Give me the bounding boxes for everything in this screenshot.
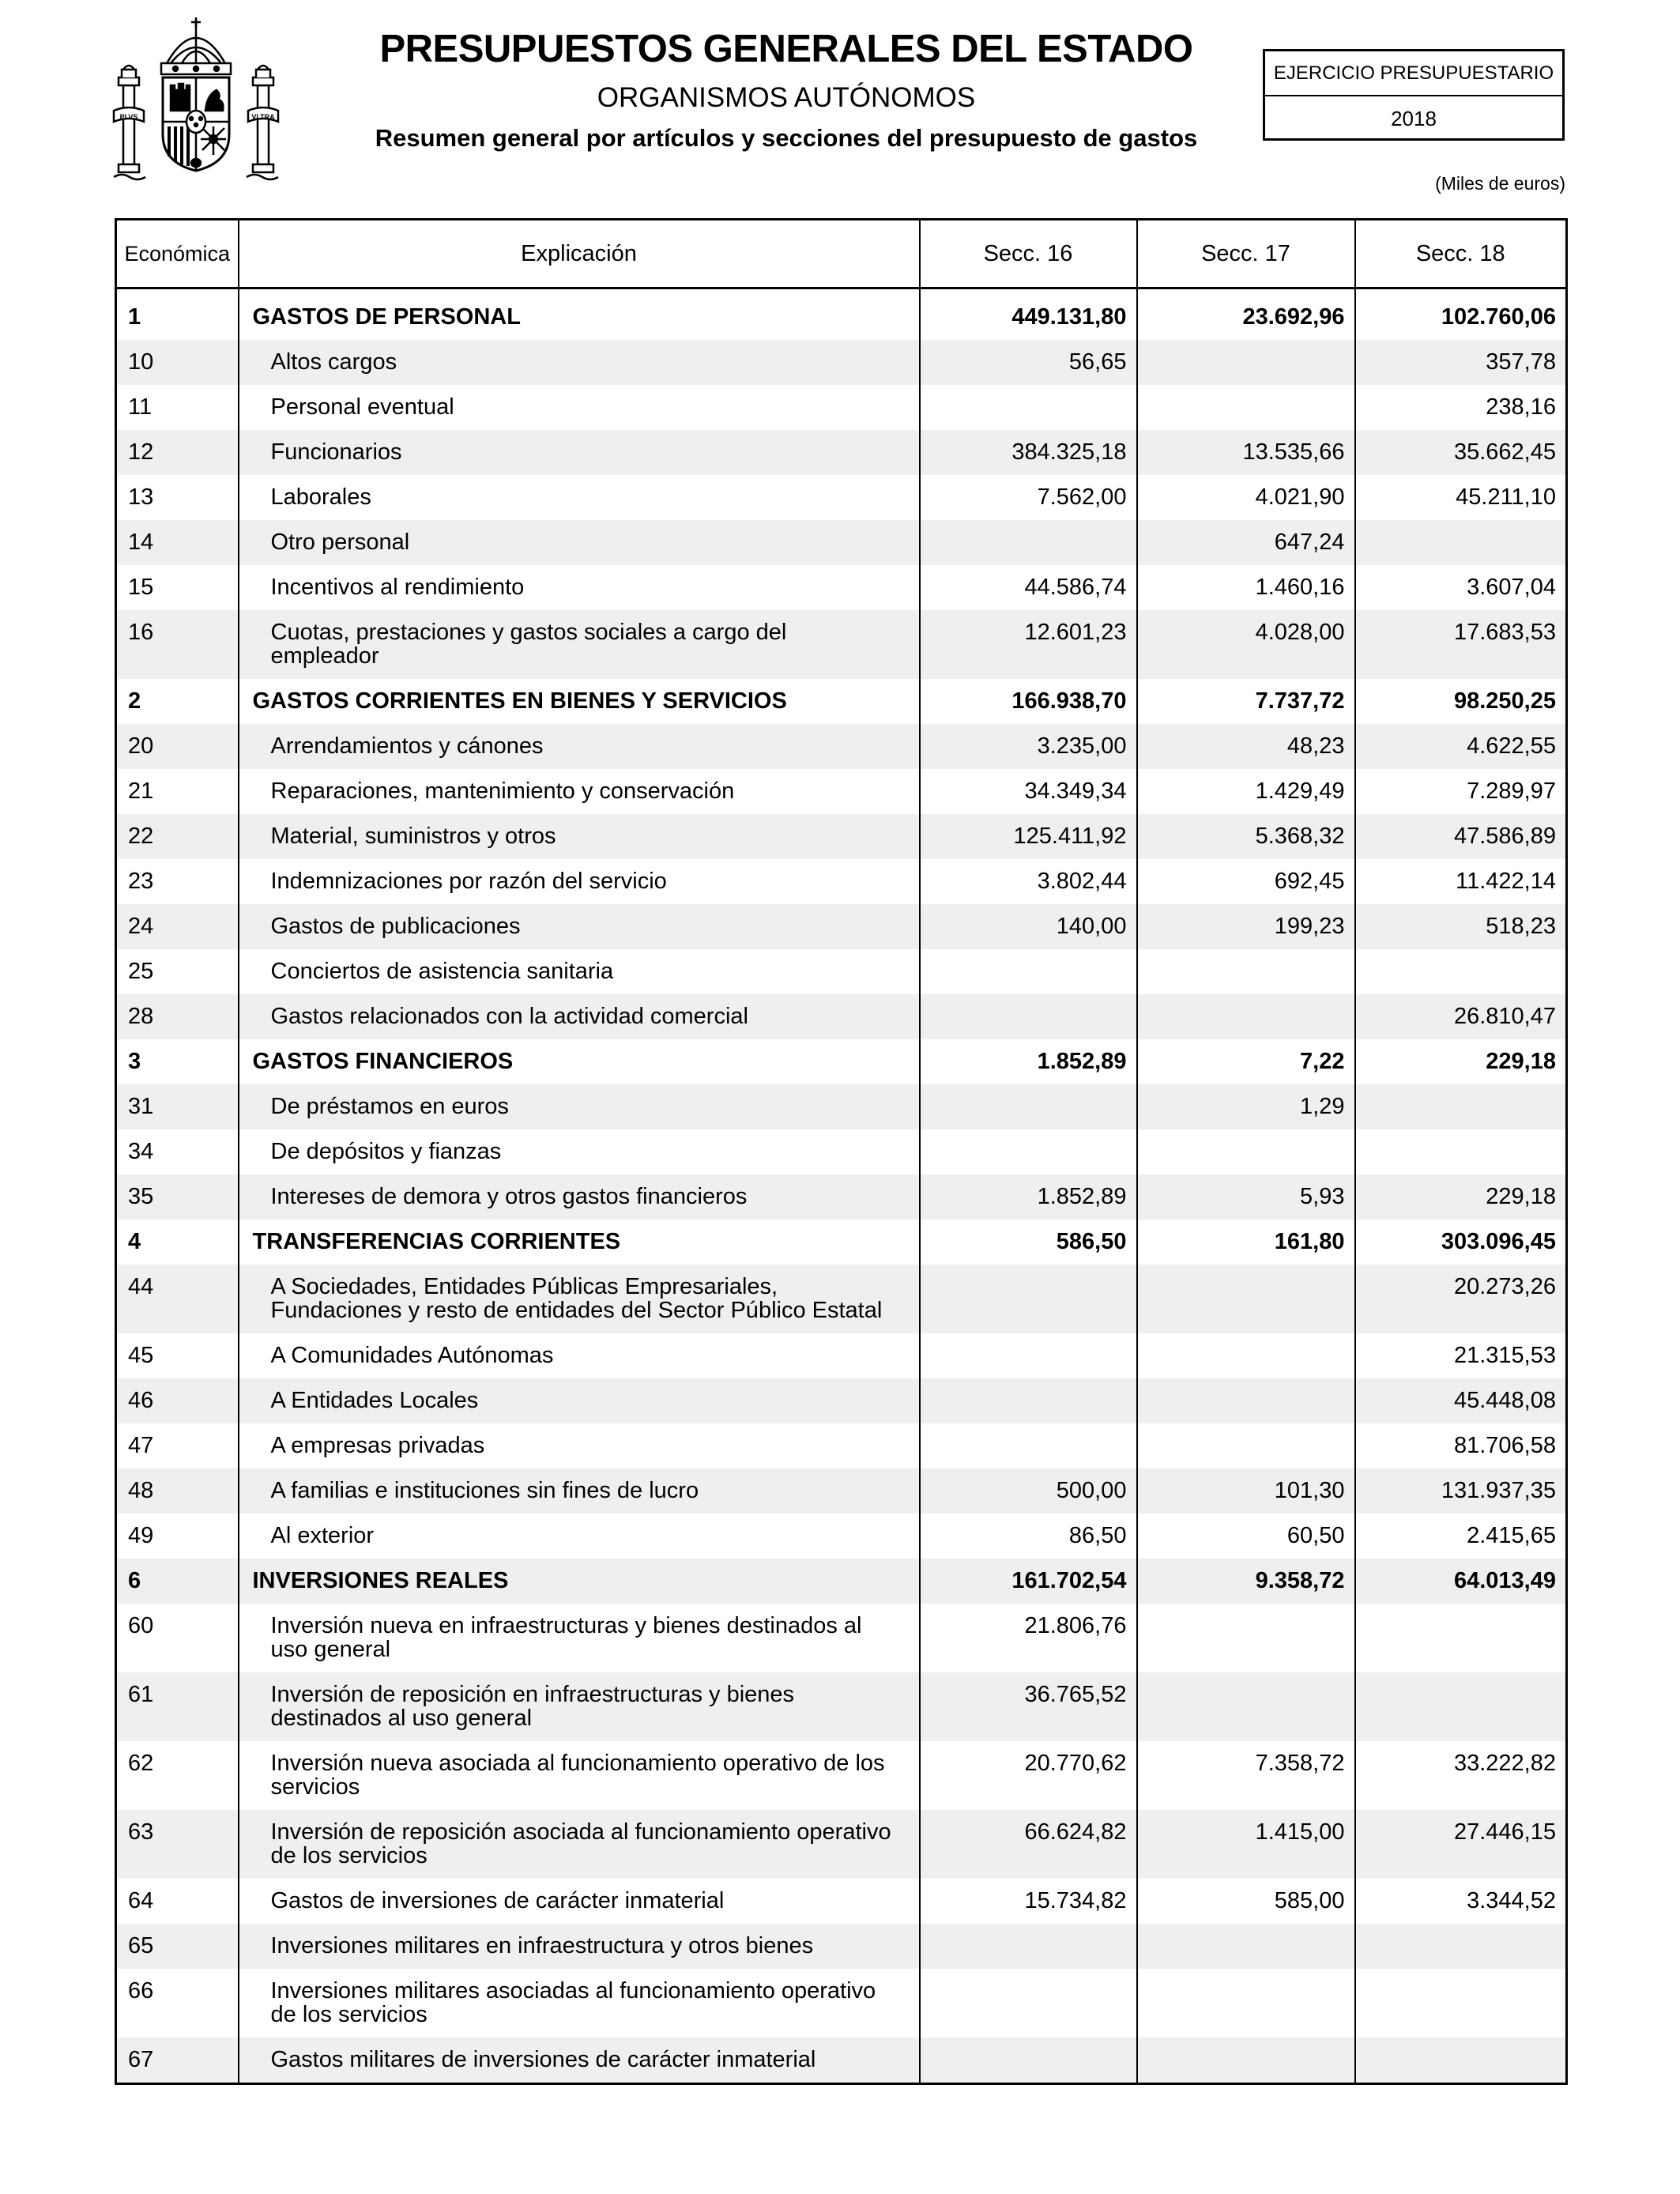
secc-18-cell (1355, 1129, 1567, 1174)
secc-18-cell: 131.937,35 (1355, 1468, 1567, 1514)
secc-17-cell (1137, 1378, 1355, 1423)
secc-18-cell: 27.446,15 (1355, 1810, 1567, 1879)
table-header-row (116, 220, 1567, 288)
table-row (116, 1672, 1567, 1741)
secc-18-cell (1355, 949, 1567, 994)
secc-17-cell: 199,23 (1137, 904, 1355, 949)
secc-17-cell: 9.358,72 (1137, 1559, 1355, 1604)
economic-code-cell: 28 (116, 994, 239, 1039)
secc-16-cell: 125.411,92 (920, 814, 1137, 859)
secc-17-cell (1137, 1604, 1355, 1672)
secc-17-cell: 4.021,90 (1137, 475, 1355, 520)
secc-16-cell: 34.349,34 (920, 769, 1137, 814)
description-cell: A empresas privadas (239, 1423, 920, 1468)
description-cell: Personal eventual (239, 385, 920, 430)
economic-code-cell: 44 (116, 1265, 239, 1333)
secc-17-cell: 48,23 (1137, 724, 1355, 769)
secc-18-cell: 238,16 (1355, 385, 1567, 430)
secc-18-cell: 98.250,25 (1355, 679, 1567, 724)
table-row (116, 1468, 1567, 1514)
description-cell: Arrendamientos y cánones (239, 724, 920, 769)
secc-17-cell: 1.415,00 (1137, 1810, 1355, 1879)
table-row (116, 1741, 1567, 1810)
secc-18-cell (1355, 1672, 1567, 1741)
economic-code-cell: 3 (116, 1039, 239, 1084)
secc-18-cell: 35.662,45 (1355, 430, 1567, 475)
table-row (116, 859, 1567, 904)
exercise-box (1263, 49, 1565, 141)
column-header-secc-18: Secc. 18 (1355, 220, 1567, 288)
economic-code-cell: 46 (116, 1378, 239, 1423)
economic-code-cell: 21 (116, 769, 239, 814)
secc-17-cell (1137, 1423, 1355, 1468)
description-cell: GASTOS CORRIENTES EN BIENES Y SERVICIOS (239, 679, 920, 724)
economic-code-cell: 12 (116, 430, 239, 475)
description-cell: Indemnizaciones por razón del servicio (239, 859, 920, 904)
economic-code-cell: 47 (116, 1423, 239, 1468)
economic-code-cell: 49 (116, 1514, 239, 1559)
table-row (116, 724, 1567, 769)
description-cell: Inversiones militares asociadas al funcionamiento operativo de los servicios (239, 1969, 920, 2038)
secc-17-cell: 1.460,16 (1137, 565, 1355, 610)
secc-18-cell: 518,23 (1355, 904, 1567, 949)
economic-code-cell: 48 (116, 1468, 239, 1514)
page-subtitle: ORGANISMOS AUTÓNOMOS (597, 82, 976, 113)
chapter-row (116, 1039, 1567, 1084)
secc-18-cell: 2.415,65 (1355, 1514, 1567, 1559)
secc-16-cell: 586,50 (920, 1220, 1137, 1265)
secc-18-cell: 3.607,04 (1355, 565, 1567, 610)
table-row (116, 949, 1567, 994)
column-header-secc-17: Secc. 17 (1137, 220, 1355, 288)
budget-table-body (116, 288, 1567, 2084)
secc-16-cell: 44.586,74 (920, 565, 1137, 610)
chapter-row (116, 679, 1567, 724)
secc-16-cell: 449.131,80 (920, 288, 1137, 341)
description-cell: Inversiones militares en infraestructura y otros bienes (239, 1924, 920, 1969)
description-cell: Otro personal (239, 520, 920, 565)
table-row (116, 904, 1567, 949)
economic-code-cell: 11 (116, 385, 239, 430)
description-cell: A familias e instituciones sin fines de lucro (239, 1468, 920, 1514)
table-row (116, 1879, 1567, 1924)
secc-16-cell: 56,65 (920, 340, 1137, 385)
secc-18-cell: 45.448,08 (1355, 1378, 1567, 1423)
secc-18-cell: 26.810,47 (1355, 994, 1567, 1039)
secc-17-cell: 692,45 (1137, 859, 1355, 904)
table-row (116, 1969, 1567, 2038)
secc-16-cell (920, 1265, 1137, 1333)
economic-code-cell: 63 (116, 1810, 239, 1879)
description-cell: Gastos relacionados con la actividad comercial (239, 994, 920, 1039)
secc-17-cell: 647,24 (1137, 520, 1355, 565)
secc-17-cell: 60,50 (1137, 1514, 1355, 1559)
secc-17-cell (1137, 949, 1355, 994)
secc-18-cell: 229,18 (1355, 1174, 1567, 1220)
economic-code-cell: 60 (116, 1604, 239, 1672)
description-cell: Reparaciones, mantenimiento y conservación (239, 769, 920, 814)
table-row (116, 1174, 1567, 1220)
secc-16-cell: 36.765,52 (920, 1672, 1137, 1741)
table-row (116, 1084, 1567, 1129)
description-cell: A Sociedades, Entidades Públicas Empresariales, Fundaciones y resto de entidades del Sector Público Estatal (239, 1265, 920, 1333)
secc-16-cell: 166.938,70 (920, 679, 1137, 724)
description-cell: Intereses de demora y otros gastos financieros (239, 1174, 920, 1220)
economic-code-cell: 4 (116, 1220, 239, 1265)
economic-code-cell: 16 (116, 610, 239, 679)
secc-18-cell (1355, 1604, 1567, 1672)
description-cell: GASTOS FINANCIEROS (239, 1039, 920, 1084)
description-cell: Conciertos de asistencia sanitaria (239, 949, 920, 994)
secc-17-cell (1137, 1333, 1355, 1378)
secc-18-cell (1355, 1084, 1567, 1129)
economic-code-cell: 6 (116, 1559, 239, 1604)
page-description: Resumen general por artículos y secciones del presupuesto de gastos (375, 124, 1198, 152)
secc-17-cell (1137, 994, 1355, 1039)
table-row (116, 610, 1567, 679)
economic-code-cell: 10 (116, 340, 239, 385)
economic-code-cell: 65 (116, 1924, 239, 1969)
secc-17-cell: 7,22 (1137, 1039, 1355, 1084)
secc-16-cell: 20.770,62 (920, 1741, 1137, 1810)
units-note: (Miles de euros) (1435, 173, 1565, 194)
description-cell: Funcionarios (239, 430, 920, 475)
secc-17-cell: 4.028,00 (1137, 610, 1355, 679)
economic-code-cell: 25 (116, 949, 239, 994)
secc-16-cell (920, 994, 1137, 1039)
spain-coat-of-arms-icon (112, 16, 280, 182)
secc-17-cell: 7.737,72 (1137, 679, 1355, 724)
description-cell: TRANSFERENCIAS CORRIENTES (239, 1220, 920, 1265)
economic-code-cell: 35 (116, 1174, 239, 1220)
secc-16-cell: 1.852,89 (920, 1174, 1137, 1220)
description-cell: Inversión nueva en infraestructuras y bienes destinados al uso general (239, 1604, 920, 1672)
economic-code-cell: 31 (116, 1084, 239, 1129)
secc-18-cell: 21.315,53 (1355, 1333, 1567, 1378)
description-cell: Al exterior (239, 1514, 920, 1559)
table-row (116, 994, 1567, 1039)
description-cell: GASTOS DE PERSONAL (239, 288, 920, 341)
secc-17-cell (1137, 1672, 1355, 1741)
description-cell: Inversión de reposición en infraestructuras y bienes destinados al uso general (239, 1672, 920, 1741)
secc-16-cell: 161.702,54 (920, 1559, 1137, 1604)
secc-17-cell: 585,00 (1137, 1879, 1355, 1924)
secc-16-cell (920, 385, 1137, 430)
economic-code-cell: 24 (116, 904, 239, 949)
table-row (116, 1423, 1567, 1468)
economic-code-cell: 15 (116, 565, 239, 610)
secc-18-cell: 20.273,26 (1355, 1265, 1567, 1333)
table-row (116, 814, 1567, 859)
secc-16-cell: 66.624,82 (920, 1810, 1137, 1879)
table-row (116, 1514, 1567, 1559)
description-cell: Material, suministros y otros (239, 814, 920, 859)
description-cell: Gastos de inversiones de carácter inmaterial (239, 1879, 920, 1924)
table-row (116, 1378, 1567, 1423)
description-cell: Incentivos al rendimiento (239, 565, 920, 610)
secc-18-cell: 33.222,82 (1355, 1741, 1567, 1810)
description-cell: Gastos militares de inversiones de carácter inmaterial (239, 2038, 920, 2084)
secc-17-cell (1137, 1129, 1355, 1174)
table-row (116, 385, 1567, 430)
secc-18-cell: 357,78 (1355, 340, 1567, 385)
secc-18-cell: 45.211,10 (1355, 475, 1567, 520)
description-cell: Inversión nueva asociada al funcionamiento operativo de los servicios (239, 1741, 920, 1810)
secc-17-cell (1137, 385, 1355, 430)
secc-18-cell: 17.683,53 (1355, 610, 1567, 679)
description-cell: De préstamos en euros (239, 1084, 920, 1129)
secc-18-cell: 4.622,55 (1355, 724, 1567, 769)
table-row (116, 1333, 1567, 1378)
description-cell: Inversión de reposición asociada al funcionamiento operativo de los servicios (239, 1810, 920, 1879)
chapter-row (116, 288, 1567, 341)
secc-17-cell (1137, 1924, 1355, 1969)
secc-16-cell: 15.734,82 (920, 1879, 1137, 1924)
secc-17-cell: 161,80 (1137, 1220, 1355, 1265)
secc-17-cell: 5.368,32 (1137, 814, 1355, 859)
exercise-year: 2018 (1391, 106, 1437, 130)
page-title: PRESUPUESTOS GENERALES DEL ESTADO (379, 28, 1193, 70)
secc-18-cell: 47.586,89 (1355, 814, 1567, 859)
economic-code-cell: 67 (116, 2038, 239, 2084)
table-row (116, 520, 1567, 565)
emblem-motto-right: VLTRA (251, 113, 275, 121)
column-header-secc-16: Secc. 16 (920, 220, 1137, 288)
secc-16-cell: 1.852,89 (920, 1039, 1137, 1084)
table-row (116, 1129, 1567, 1174)
secc-18-cell: 303.096,45 (1355, 1220, 1567, 1265)
emblem-motto-left: PLVS (119, 113, 138, 121)
description-cell: Cuotas, prestaciones y gastos sociales a cargo del empleador (239, 610, 920, 679)
secc-16-cell (920, 1924, 1137, 1969)
economic-code-cell: 61 (116, 1672, 239, 1741)
economic-code-cell: 20 (116, 724, 239, 769)
table-row (116, 565, 1567, 610)
secc-17-cell: 23.692,96 (1137, 288, 1355, 341)
secc-18-cell (1355, 520, 1567, 565)
secc-16-cell: 7.562,00 (920, 475, 1137, 520)
secc-17-cell (1137, 2038, 1355, 2084)
economic-code-cell: 22 (116, 814, 239, 859)
chapter-row (116, 1559, 1567, 1604)
secc-16-cell (920, 1969, 1137, 2038)
description-cell: A Comunidades Autónomas (239, 1333, 920, 1378)
secc-16-cell: 3.802,44 (920, 859, 1137, 904)
description-cell: Laborales (239, 475, 920, 520)
secc-16-cell (920, 949, 1137, 994)
economic-code-cell: 45 (116, 1333, 239, 1378)
secc-17-cell (1137, 1265, 1355, 1333)
secc-18-cell: 229,18 (1355, 1039, 1567, 1084)
secc-16-cell (920, 1084, 1137, 1129)
secc-17-cell: 13.535,66 (1137, 430, 1355, 475)
exercise-label: EJERCICIO PRESUPUESTARIO (1265, 51, 1562, 96)
secc-18-cell: 64.013,49 (1355, 1559, 1567, 1604)
secc-16-cell: 86,50 (920, 1514, 1137, 1559)
economic-code-cell: 1 (116, 288, 239, 341)
table-row (116, 340, 1567, 385)
economic-code-cell: 34 (116, 1129, 239, 1174)
economic-code-cell: 64 (116, 1879, 239, 1924)
secc-16-cell: 384.325,18 (920, 430, 1137, 475)
secc-17-cell: 5,93 (1137, 1174, 1355, 1220)
secc-18-cell: 11.422,14 (1355, 859, 1567, 904)
secc-18-cell: 81.706,58 (1355, 1423, 1567, 1468)
table-row (116, 1604, 1567, 1672)
secc-17-cell: 1.429,49 (1137, 769, 1355, 814)
economic-code-cell: 23 (116, 859, 239, 904)
description-cell: INVERSIONES REALES (239, 1559, 920, 1604)
table-row (116, 2038, 1567, 2084)
table-row (116, 1924, 1567, 1969)
secc-18-cell: 3.344,52 (1355, 1879, 1567, 1924)
description-cell: Gastos de publicaciones (239, 904, 920, 949)
secc-18-cell: 7.289,97 (1355, 769, 1567, 814)
secc-18-cell (1355, 1924, 1567, 1969)
secc-17-cell (1137, 1969, 1355, 2038)
secc-16-cell (920, 520, 1137, 565)
description-cell: Altos cargos (239, 340, 920, 385)
secc-16-cell (920, 1129, 1137, 1174)
table-row (116, 430, 1567, 475)
secc-17-cell: 1,29 (1137, 1084, 1355, 1129)
secc-18-cell: 102.760,06 (1355, 288, 1567, 341)
table-row (116, 769, 1567, 814)
secc-16-cell (920, 1378, 1137, 1423)
description-cell: De depósitos y fianzas (239, 1129, 920, 1174)
economic-code-cell: 62 (116, 1741, 239, 1810)
secc-16-cell: 140,00 (920, 904, 1137, 949)
secc-17-cell: 101,30 (1137, 1468, 1355, 1514)
column-header-economica: Económica (116, 220, 239, 288)
description-cell: A Entidades Locales (239, 1378, 920, 1423)
secc-18-cell (1355, 2038, 1567, 2084)
secc-17-cell (1137, 340, 1355, 385)
secc-18-cell (1355, 1969, 1567, 2038)
table-row (116, 475, 1567, 520)
secc-16-cell: 21.806,76 (920, 1604, 1137, 1672)
table-row (116, 1265, 1567, 1333)
economic-code-cell: 66 (116, 1969, 239, 2038)
secc-16-cell (920, 1333, 1137, 1378)
economic-code-cell: 2 (116, 679, 239, 724)
table-row (116, 1810, 1567, 1879)
secc-16-cell: 3.235,00 (920, 724, 1137, 769)
column-header-explicacion: Explicación (239, 220, 920, 288)
economic-code-cell: 14 (116, 520, 239, 565)
chapter-row (116, 1220, 1567, 1265)
secc-16-cell: 12.601,23 (920, 610, 1137, 679)
secc-16-cell (920, 1423, 1137, 1468)
secc-17-cell: 7.358,72 (1137, 1741, 1355, 1810)
budget-table (115, 218, 1568, 2085)
economic-code-cell: 13 (116, 475, 239, 520)
secc-16-cell (920, 2038, 1137, 2084)
secc-16-cell: 500,00 (920, 1468, 1137, 1514)
